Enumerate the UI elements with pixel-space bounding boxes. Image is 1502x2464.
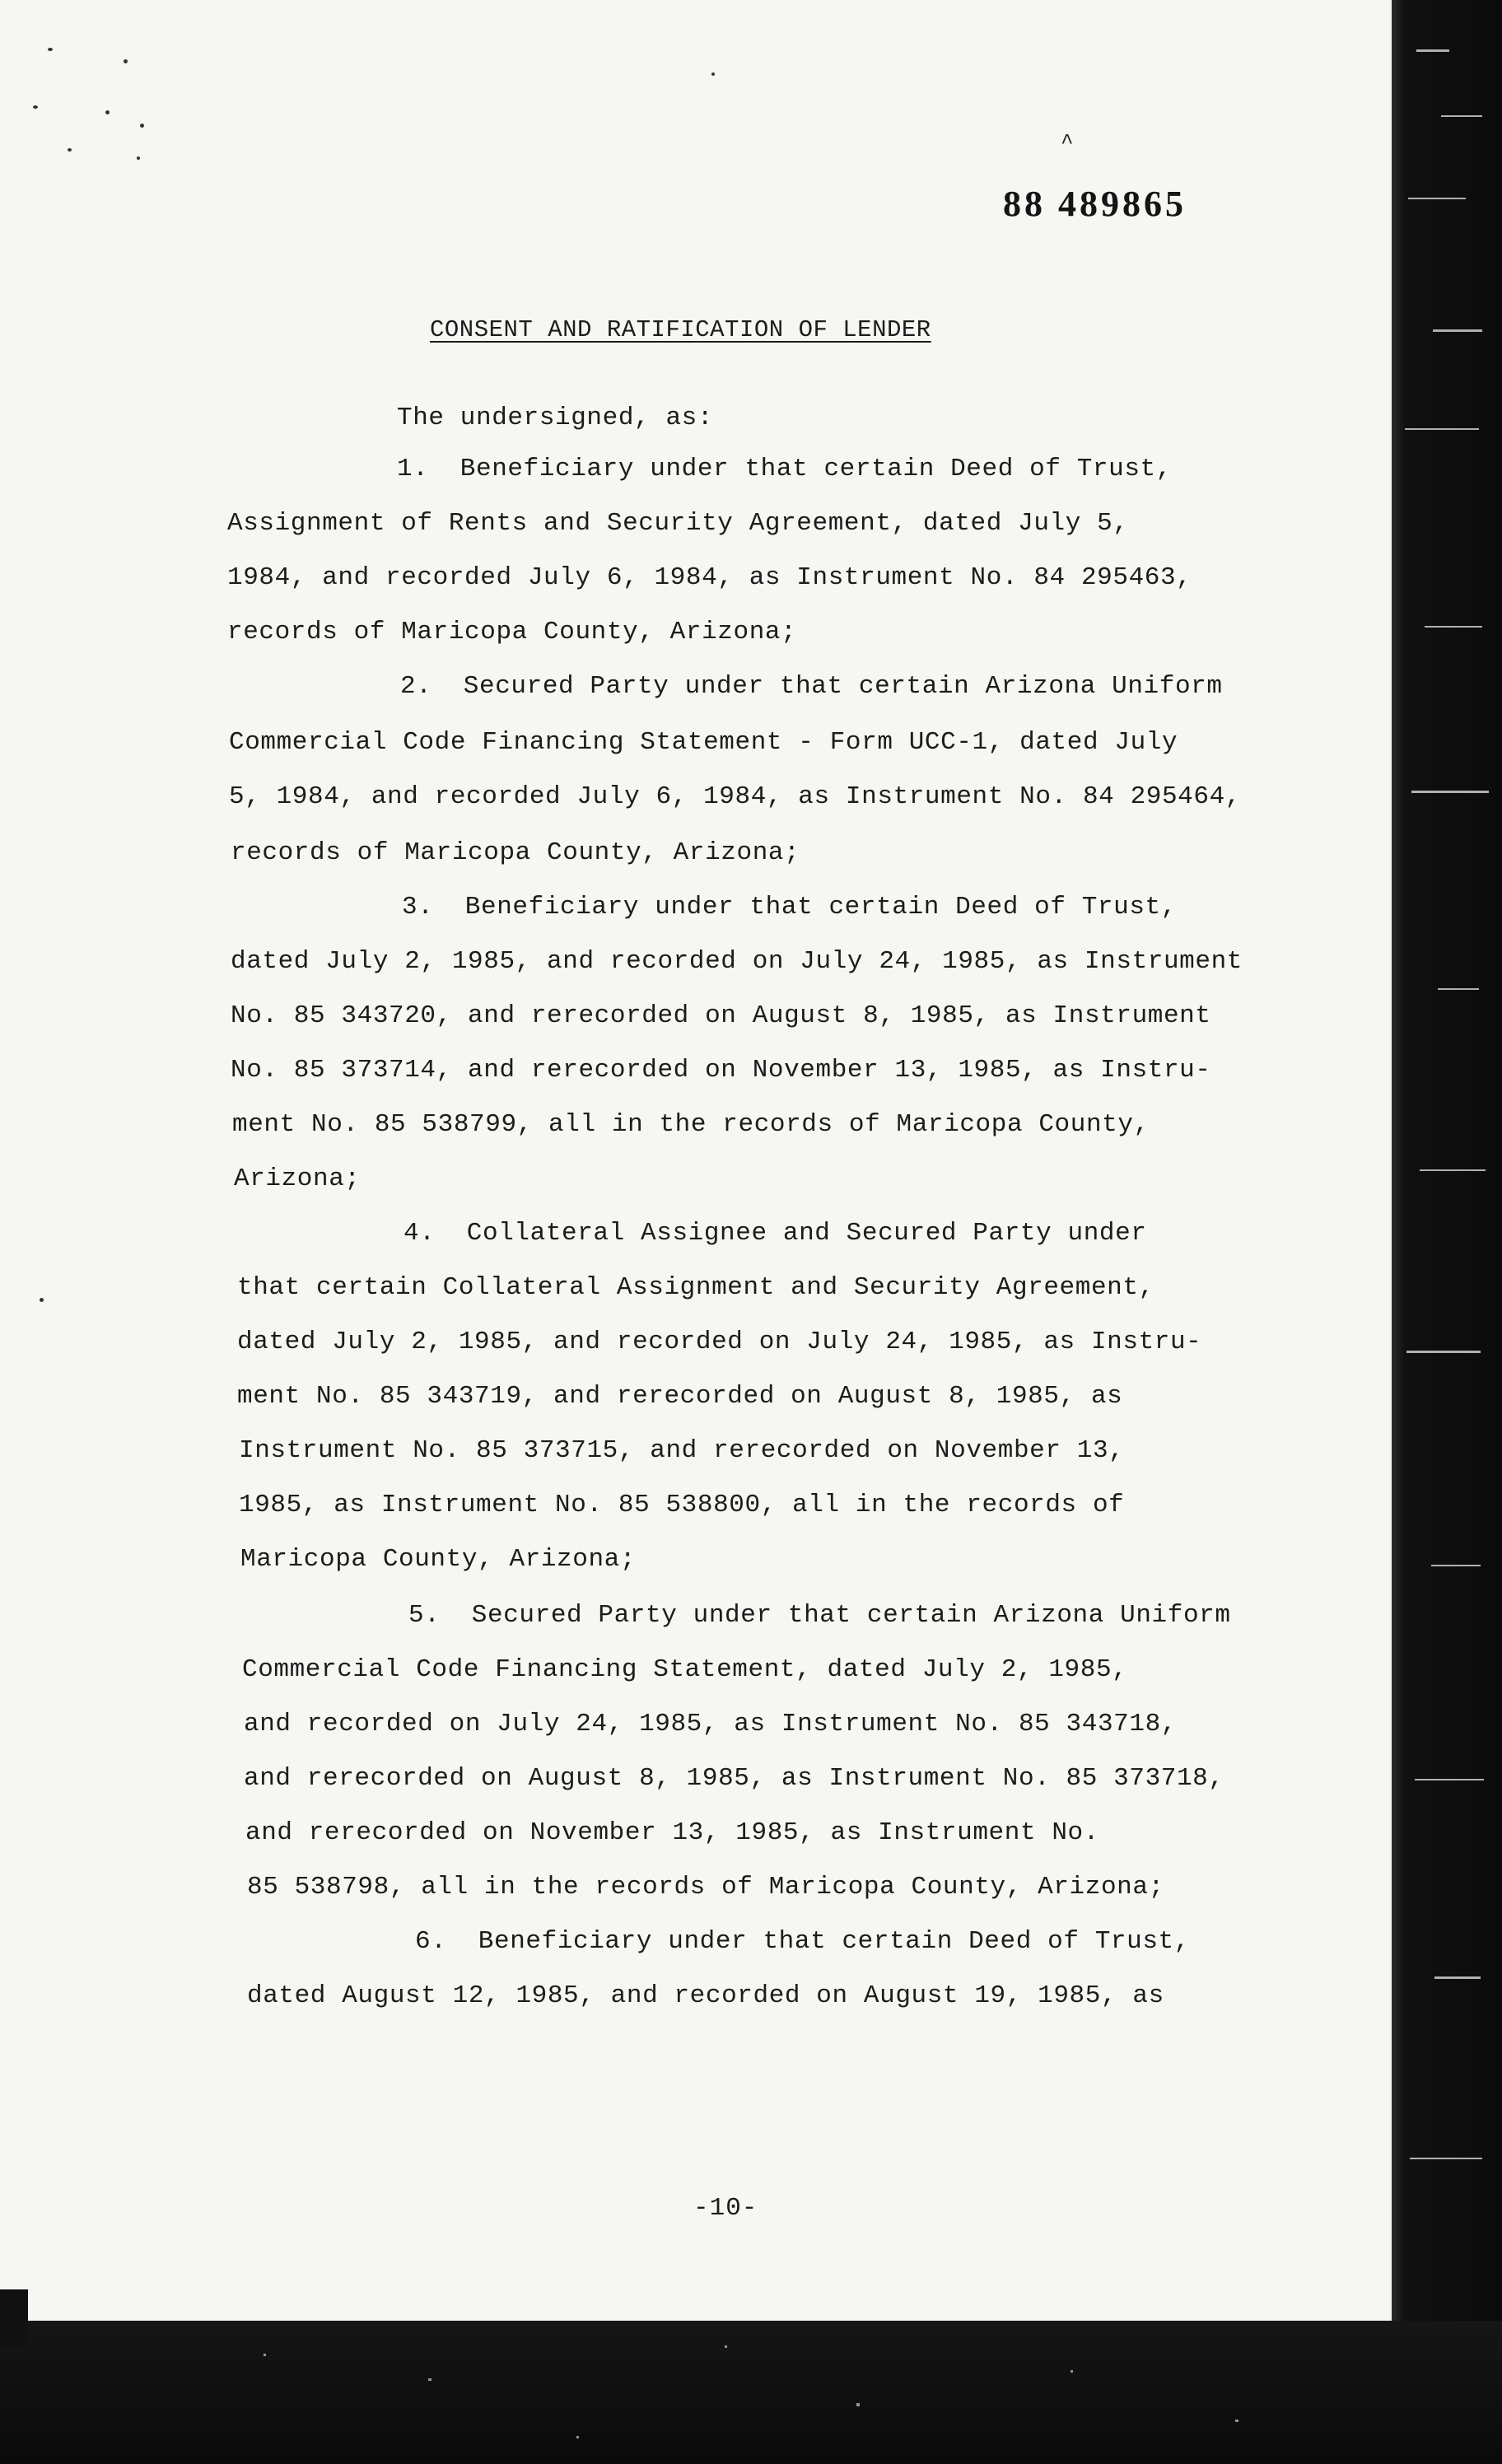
paragraph-line: 5. Secured Party under that certain Arizona Uniform — [408, 1601, 1231, 1630]
paragraph-line: dated August 12, 1985, and recorded on August 19, 1985, as — [247, 1981, 1164, 2010]
scan-speck — [68, 148, 72, 152]
paragraph-line: Instrument No. 85 373715, and rerecorded on November 13, — [239, 1436, 1125, 1465]
paragraph-line: 85 538798, all in the records of Maricopa County, Arizona; — [247, 1873, 1164, 1902]
paragraph-line: ment No. 85 343719, and rerecorded on August 8, 1985, as — [237, 1382, 1123, 1411]
scan-corner-mark — [0, 2289, 28, 2347]
scan-speck — [40, 1298, 44, 1302]
paragraph-line: ment No. 85 538799, all in the records of Maricopa County, — [232, 1110, 1150, 1139]
scan-speck — [137, 156, 140, 160]
paragraph-line: 3. Beneficiary under that certain Deed of Trust, — [402, 893, 1177, 922]
paragraph-line: dated July 2, 1985, and recorded on July 24, 1985, as Instru- — [237, 1328, 1202, 1356]
recording-mark: ^ — [1061, 130, 1074, 155]
paragraph-line: that certain Collateral Assignment and Security Agreement, — [237, 1273, 1154, 1302]
paragraph-line: 1985, as Instrument No. 85 538800, all in the records of — [239, 1491, 1125, 1519]
scan-border-right — [1392, 0, 1502, 2464]
scan-speck — [140, 124, 144, 128]
paragraph-line: Maricopa County, Arizona; — [240, 1545, 637, 1574]
paragraph-line: Commercial Code Financing Statement, dated July 2, 1985, — [242, 1655, 1128, 1684]
paragraph-line: and rerecorded on November 13, 1985, as Instrument No. — [245, 1818, 1099, 1847]
paragraph-line: dated July 2, 1985, and recorded on July 24, 1985, as Instrument — [231, 947, 1243, 976]
document-title: CONSENT AND RATIFICATION OF LENDER — [430, 316, 931, 343]
paragraph-line: 1984, and recorded July 6, 1984, as Instrument No. 84 295463, — [227, 563, 1192, 592]
paragraph-line: records of Maricopa County, Arizona; — [227, 618, 797, 646]
scan-speck — [33, 105, 38, 109]
scan-speck — [711, 72, 715, 76]
paragraph-line: 5, 1984, and recorded July 6, 1984, as Instrument No. 84 295464, — [229, 782, 1241, 811]
scan-speck — [124, 59, 128, 63]
intro-line: The undersigned, as: — [397, 404, 714, 432]
paragraph-line: 2. Secured Party under that certain Arizona Uniform — [400, 672, 1223, 701]
paragraph-line: Assignment of Rents and Security Agreement, dated July 5, — [227, 509, 1129, 538]
paragraph-line: 1. Beneficiary under that certain Deed of Trust, — [397, 455, 1172, 483]
paragraph-line: records of Maricopa County, Arizona; — [231, 838, 800, 867]
paragraph-line: and rerecorded on August 8, 1985, as Instrument No. 85 373718, — [244, 1764, 1224, 1793]
paragraph-line: 6. Beneficiary under that certain Deed of Trust, — [415, 1927, 1190, 1956]
paragraph-line: and recorded on July 24, 1985, as Instrument No. 85 343718, — [244, 1710, 1177, 1738]
paragraph-line: Commercial Code Financing Statement - Form UCC-1, dated July — [229, 728, 1178, 757]
scan-speck — [48, 48, 53, 51]
paragraph-line: No. 85 343720, and rerecorded on August 8, 1985, as Instrument — [231, 1001, 1211, 1030]
page-number: -10- — [693, 2194, 758, 2223]
paragraph-line: Arizona; — [234, 1164, 361, 1193]
scan-border-bottom — [0, 2321, 1502, 2464]
scan-speck — [105, 110, 110, 114]
recording-number: 88 489865 — [1003, 184, 1187, 224]
paragraph-line: No. 85 373714, and rerecorded on November 13, 1985, as Instru- — [231, 1056, 1211, 1085]
paragraph-line: 4. Collateral Assignee and Secured Party under — [403, 1219, 1147, 1248]
